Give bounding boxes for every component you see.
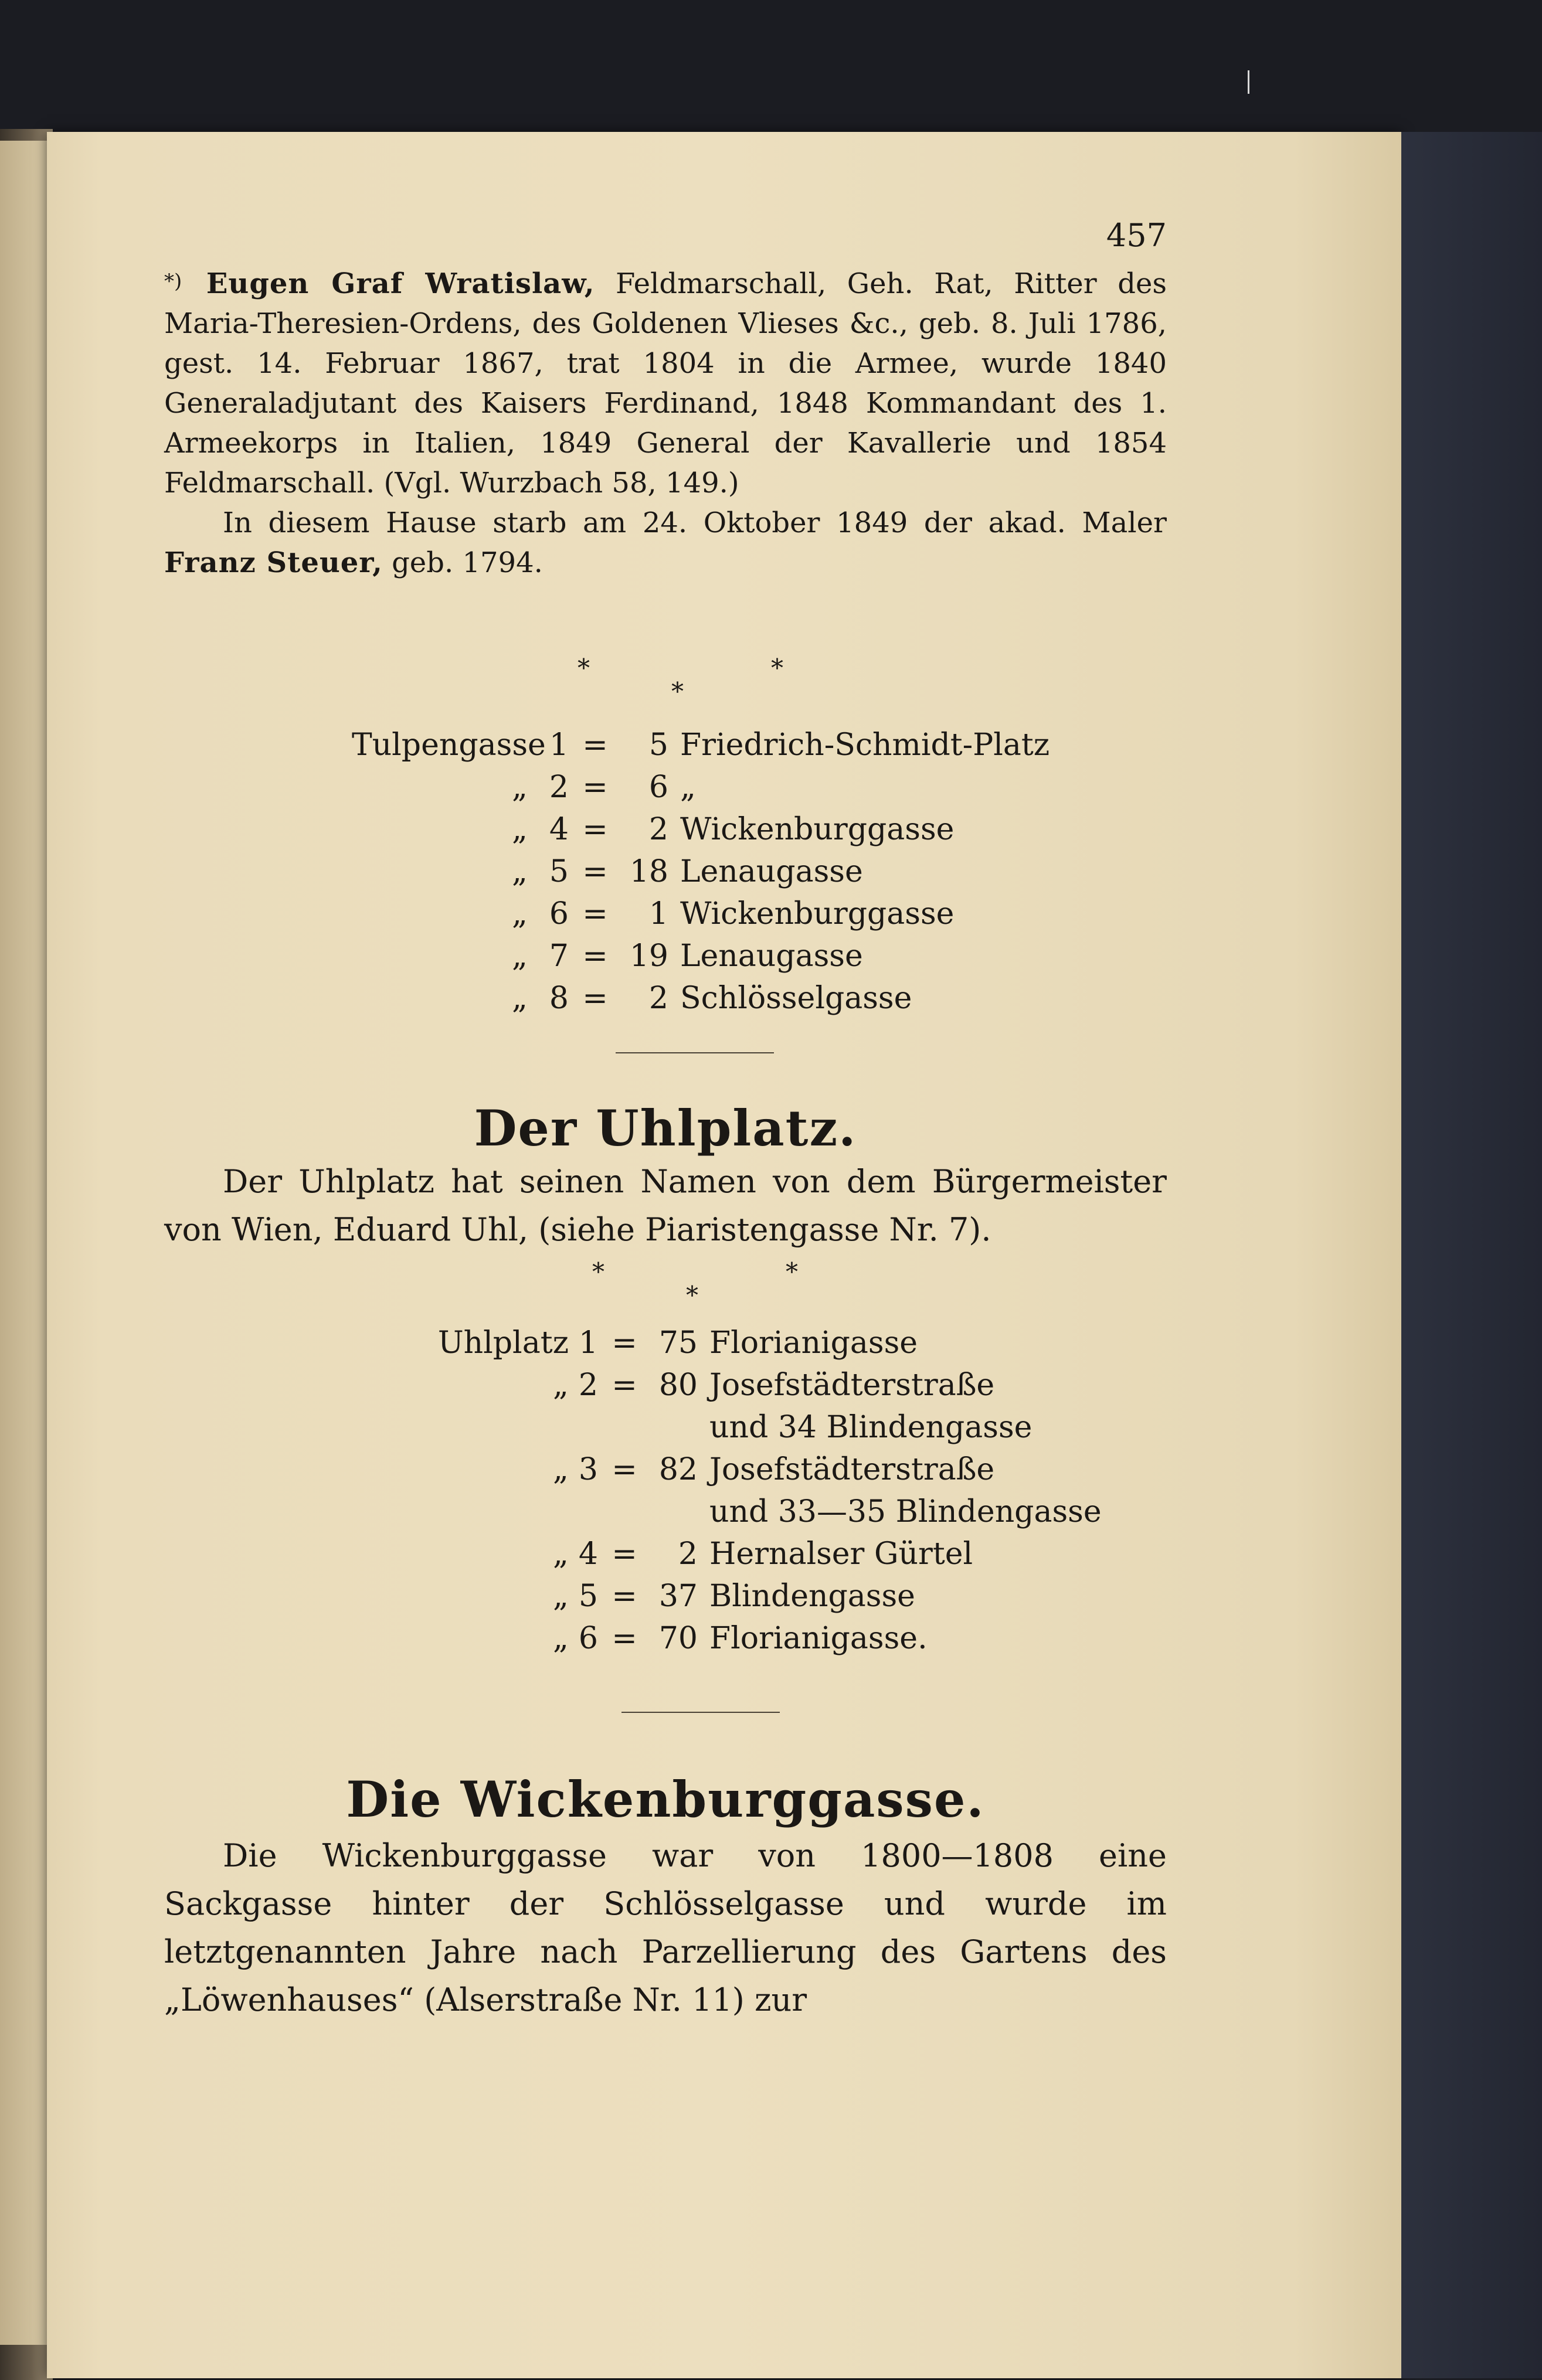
house-number: 7	[549, 939, 569, 974]
house-number: 6	[578, 1621, 598, 1656]
house-number: 1	[578, 1325, 598, 1361]
target-number: 75	[658, 1325, 698, 1361]
house-number: 5	[549, 854, 569, 889]
footnote-text: Feldmarschall, Geh. Rat, Ritter des Maria-Theresien-Ordens, des Goldenen Vlieses &c., geb. 8. Juli 1786, gest. 14. Februar 1867, trat 1804 in die Armee, wurde 1840 Generaladjutant des Kaisers Ferdinand, 1848 Kommandant des 1. Armeekorps in Italien, 1849 General der Kavallerie und 1854 Feldmarschall. (Vgl. Wurzbach 58, 149.)	[164, 267, 1167, 499]
equals-sign: =	[582, 854, 608, 889]
street-name: „	[512, 770, 528, 805]
address-row	[0, 1322, 1354, 1364]
asterisk: *	[671, 677, 684, 706]
address-row	[0, 766, 1354, 808]
target-street: Florianigasse.	[709, 1621, 928, 1656]
footnote	[164, 264, 1167, 583]
target-number: 2	[648, 981, 668, 1016]
address-row	[0, 1406, 1354, 1449]
equals-sign: =	[612, 1325, 637, 1361]
footnote-paragraph	[164, 264, 1167, 503]
address-row	[0, 935, 1354, 977]
street-name: „	[512, 939, 528, 974]
target-number: 82	[658, 1452, 698, 1487]
asterisk: *	[686, 1281, 698, 1310]
target-street: und 33—35 Blindengasse	[709, 1494, 1102, 1529]
equals-sign: =	[612, 1579, 637, 1614]
tulpengasse-address-table	[0, 724, 1354, 1019]
street-name: Tulpengasse	[352, 727, 546, 763]
target-number: 37	[658, 1579, 698, 1614]
wickenburggasse-paragraph	[164, 1832, 1167, 2024]
address-row	[0, 1575, 1354, 1617]
footnote-mark: *)	[164, 270, 182, 293]
house-number: 5	[578, 1579, 598, 1614]
address-row	[0, 893, 1354, 935]
street-name: „	[512, 812, 528, 847]
target-number: 70	[658, 1621, 698, 1656]
target-street: Lenaugasse	[680, 939, 863, 974]
equals-sign: =	[612, 1536, 637, 1572]
house-number: 4	[578, 1536, 598, 1572]
target-street: Wickenburggasse	[680, 812, 955, 847]
target-street: „	[680, 770, 696, 805]
target-street: Blindengasse	[709, 1579, 915, 1614]
street-name: „	[512, 854, 528, 889]
street-name: „	[553, 1579, 569, 1614]
street-name: „	[553, 1368, 569, 1403]
address-row	[0, 1364, 1354, 1406]
house-number: 6	[549, 896, 569, 931]
address-row	[0, 808, 1354, 851]
target-street: Hernalser Gürtel	[709, 1536, 973, 1572]
equals-sign: =	[582, 770, 608, 805]
equals-sign: =	[582, 981, 608, 1016]
target-street: Josefstädterstraße	[709, 1452, 995, 1487]
address-row	[0, 1449, 1354, 1491]
equals-sign: =	[582, 727, 608, 763]
target-street: Schlösselgasse	[680, 981, 912, 1016]
address-row	[0, 724, 1354, 766]
target-street: Florianigasse	[709, 1325, 918, 1361]
target-number: 19	[629, 939, 668, 974]
target-number: 2	[648, 812, 668, 847]
house-number: 8	[549, 981, 569, 1016]
street-name: „	[512, 981, 528, 1016]
target-street: und 34 Blindengasse	[709, 1410, 1032, 1445]
uhlplatz-heading: Der Uhlplatz.	[474, 1099, 857, 1157]
equals-sign: =	[582, 896, 608, 931]
footnote-house-paragraph	[164, 503, 1167, 583]
asterisk: *	[786, 1257, 798, 1286]
target-number: 80	[658, 1368, 698, 1403]
target-street: Josefstädterstraße	[709, 1368, 995, 1403]
house-number: 2	[578, 1368, 598, 1403]
house-number: 2	[549, 770, 569, 805]
target-number: 5	[648, 727, 668, 763]
footnote-painter: Franz Steuer,	[164, 546, 383, 579]
equals-sign: =	[612, 1452, 637, 1487]
target-street: Wickenburggasse	[680, 896, 955, 931]
target-street: Friedrich-Schmidt-Platz	[680, 727, 1050, 763]
wickenburggasse-heading: Die Wickenburggasse.	[346, 1770, 985, 1828]
asterisk: *	[578, 654, 590, 682]
street-name: „	[553, 1621, 569, 1656]
target-street: Lenaugasse	[680, 854, 863, 889]
equals-sign: =	[612, 1621, 637, 1656]
footnote-person: Eugen Graf Wratislaw,	[206, 267, 595, 300]
street-name: „	[553, 1452, 569, 1487]
asterisk: *	[771, 654, 783, 682]
divider	[616, 1052, 774, 1053]
street-name: „	[553, 1536, 569, 1572]
wickenburggasse-text: Die Wickenburggasse war von 1800—1808 eine Sackgasse hinter der Schlösselgasse und wurde im letztgenannten Jahre nach Parzellierung des Gartens des „Löwenhauses“ (Alserstraße Nr. 11) zur	[164, 1837, 1167, 2018]
target-number: 2	[678, 1536, 698, 1572]
divider	[621, 1712, 780, 1713]
target-number: 1	[648, 896, 668, 931]
asterisk: *	[592, 1257, 604, 1286]
house-number: 3	[578, 1452, 598, 1487]
equals-sign: =	[582, 812, 608, 847]
house-number: 1	[549, 727, 569, 763]
footnote-painter-birth: geb. 1794.	[392, 546, 543, 579]
address-row	[0, 977, 1354, 1019]
equals-sign: =	[582, 939, 608, 974]
address-row	[0, 1533, 1354, 1575]
street-name: „	[512, 896, 528, 931]
address-row	[0, 1491, 1354, 1533]
target-number: 6	[648, 770, 668, 805]
target-number: 18	[629, 854, 668, 889]
equals-sign: =	[612, 1368, 637, 1403]
footnote-house-text: In diesem Hause starb am 24. Oktober 1849 der akad. Maler	[223, 506, 1167, 539]
page-number: 457	[1106, 217, 1167, 254]
uhlplatz-address-table	[0, 1322, 1354, 1660]
uhlplatz-paragraph	[164, 1158, 1167, 1254]
street-name: Uhlplatz	[437, 1325, 569, 1361]
uhlplatz-text: Der Uhlplatz hat seinen Namen von dem Bürgermeister von Wien, Eduard Uhl, (siehe Piaristengasse Nr. 7).	[164, 1163, 1167, 1248]
house-number: 4	[549, 812, 569, 847]
address-row	[0, 851, 1354, 893]
address-row	[0, 1617, 1354, 1660]
